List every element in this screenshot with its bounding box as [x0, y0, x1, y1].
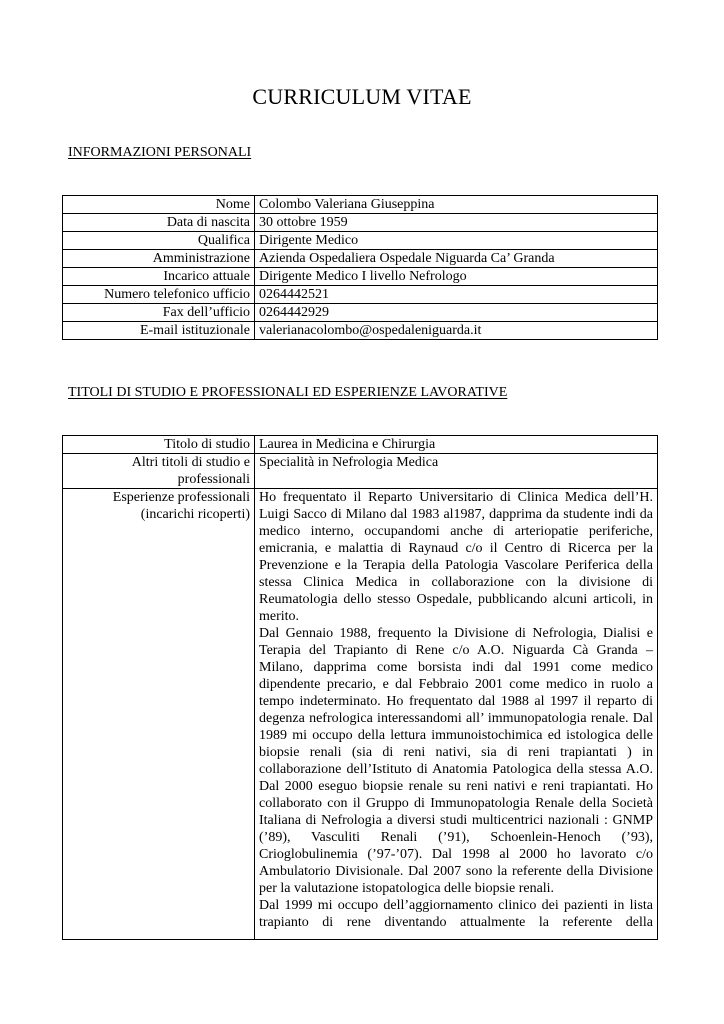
experience-paragraph: Ho frequentato il Reparto Universitario di Clinica Medica dell’H. Luigi Sacco di Milano dal 1983 al1987, dapprima da studente indi da medico interno, occupandomi anche di arteriopatie periferiche, emicrania, e malattia di Raynaud c/o il Centro di Ricerca per la Prevenzione e la Terapia della Patologia Vascolare Periferica della stessa Clinica Medica in collaborazione con la divisione di Reumatologia dello stesso Ospedale, pubblicando alcuni articoli, in merito. — [259, 490, 653, 624]
experience-paragraph: Dal Gennaio 1988, frequento la Divisione di Nefrologia, Dialisi e Terapia del Trapianto di Rene c/o A.O. Niguarda Cà Granda – Milano, dapprima come borsista indi dal 1991 come medico dipendente precario, e dal Febbraio 2001 come medico in ruolo a tempo indeterminato. Ho frequentato dal 1988 al 1997 il reparto di degenza nefrologica interessandomi all’ immunopatologia renale. Dal 1989 mi occupo della lettura immunoistochimica ed istologica delle biopsie renali (sia di reni nativi, sia di reni trapiantati ) in collaborazione dell’Istituto di Anatomia Patologica della stessa A.O. Dal 2000 eseguo biopsie renale su reni nativi e reni trapiantati. Ho collaborato con il Gruppo di Immunopatologia Renale della Società Italiana di Nefrologia a diversi studi multicentrici nazionali : GNMP (’89), Vasculiti Renali (’91), Schoenlein-Henoch (’93), Crioglobulinemia (’97-’07). Dal 1998 al 2000 ho lavorato c/o Ambulatorio Divisionale. Dal 2007 sono la referente della Divisione per la valutazione istopatologica delle biopsie renali. — [259, 626, 653, 896]
row-value: valerianacolombo@ospedaleniguarda.it — [255, 322, 658, 340]
row-value: Specialità in Nefrologia Medica — [255, 454, 658, 489]
section-heading-studies: TITOLI DI STUDIO E PROFESSIONALI ED ESPERIENZE LAVORATIVE — [68, 385, 508, 400]
table-row — [63, 214, 658, 232]
table-row — [63, 454, 658, 489]
table-row — [63, 436, 658, 454]
table-row — [63, 196, 658, 214]
row-label: Esperienze professionali (incarichi ricoperti) — [63, 489, 255, 940]
row-label: Nome — [63, 196, 255, 214]
row-value: Azienda Ospedaliera Ospedale Niguarda Ca’ Granda — [255, 250, 658, 268]
row-label: Fax dell’ufficio — [63, 304, 255, 322]
row-label: E-mail istituzionale — [63, 322, 255, 340]
row-value: Colombo Valeriana Giuseppina — [255, 196, 658, 214]
personal-info-table — [62, 195, 658, 340]
table-row — [63, 489, 658, 940]
row-label: Qualifica — [63, 232, 255, 250]
row-label: Numero telefonico ufficio — [63, 286, 255, 304]
row-value: 30 ottobre 1959 — [255, 214, 658, 232]
row-value: 0264442521 — [255, 286, 658, 304]
row-label: Amministrazione — [63, 250, 255, 268]
row-value: 0264442929 — [255, 304, 658, 322]
table-row — [63, 304, 658, 322]
experience-text — [255, 489, 658, 940]
table-row — [63, 286, 658, 304]
row-label: Incarico attuale — [63, 268, 255, 286]
table-row — [63, 232, 658, 250]
row-label: Titolo di studio — [63, 436, 255, 454]
row-value: Dirigente Medico I livello Nefrologo — [255, 268, 658, 286]
table-row — [63, 322, 658, 340]
table-row — [63, 268, 658, 286]
row-value: Laurea in Medicina e Chirurgia — [255, 436, 658, 454]
section-heading-personal-info: INFORMAZIONI PERSONALI — [68, 145, 252, 160]
row-label: Altri titoli di studio e professionali — [63, 454, 255, 489]
row-label: Data di nascita — [63, 214, 255, 232]
experience-paragraph: Dal 1999 mi occupo dell’aggiornamento clinico dei pazienti in lista trapianto di rene diventando attualmente la referente della — [259, 898, 653, 930]
table-row — [63, 250, 658, 268]
document-title: CURRICULUM VITAE — [252, 84, 472, 109]
row-value: Dirigente Medico — [255, 232, 658, 250]
studies-table — [62, 435, 658, 940]
